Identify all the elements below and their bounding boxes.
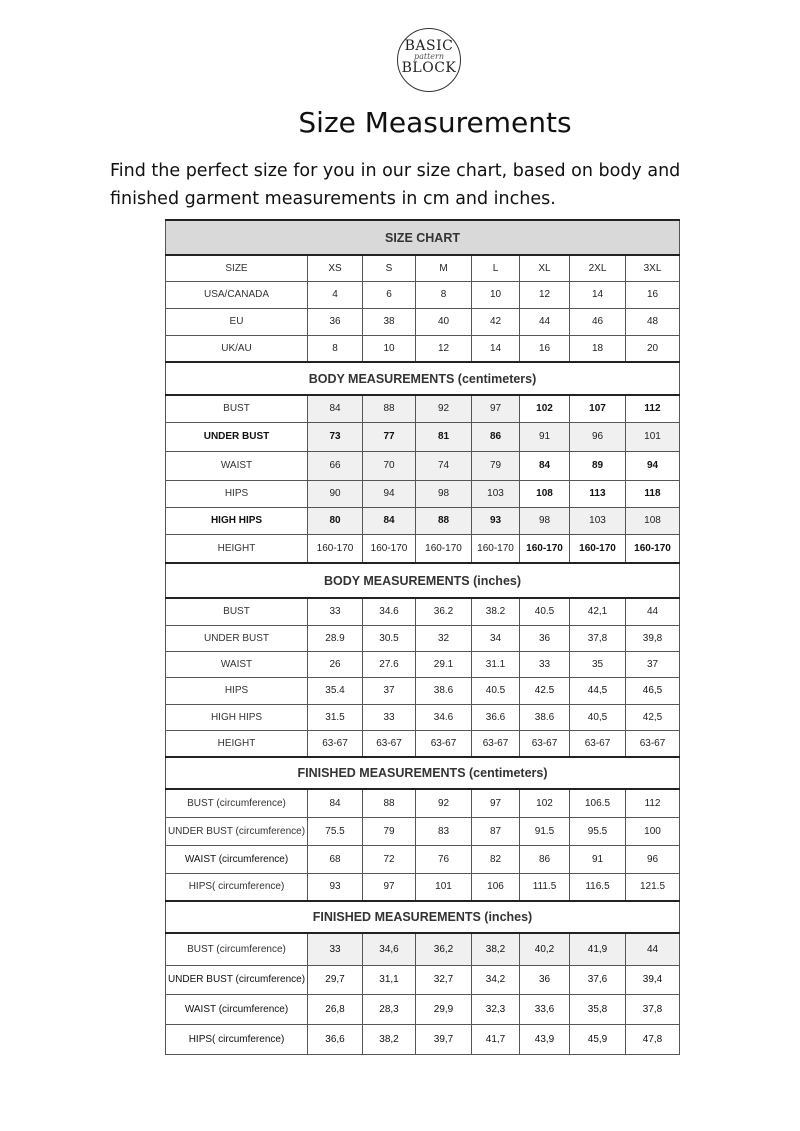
table-cell: 116.5 <box>570 873 626 901</box>
table-cell: 90 <box>308 480 363 507</box>
table-cell: 47,8 <box>626 1024 680 1054</box>
table-cell: 73 <box>308 422 363 451</box>
table-cell: 102 <box>520 395 570 422</box>
table-cell: 28.9 <box>308 625 363 651</box>
table-cell: 33,6 <box>520 994 570 1024</box>
table-cell: 63-67 <box>570 730 626 757</box>
row-label: WAIST <box>166 651 308 677</box>
row-label-main: WAIST <box>184 853 216 865</box>
table-cell: 66 <box>308 451 363 480</box>
table-row <box>166 730 680 757</box>
table-cell: 81 <box>416 422 472 451</box>
table-cell: 37,6 <box>570 965 626 994</box>
table-cell: 74 <box>416 451 472 480</box>
table-cell: 77 <box>363 422 416 451</box>
table-cell: 160-170 <box>520 534 570 563</box>
table-cell: 160-170 <box>308 534 363 563</box>
table-cell: 37,8 <box>626 994 680 1024</box>
table-row <box>166 994 680 1024</box>
table-cell: 63-67 <box>363 730 416 757</box>
table-cell: 36 <box>520 625 570 651</box>
table-cell: 88 <box>363 395 416 422</box>
row-label-main: BUST <box>187 943 214 955</box>
section-header-main: FINISHED <box>312 910 372 924</box>
row-label: HIGH HIPS <box>166 704 308 730</box>
table-cell: 63-67 <box>416 730 472 757</box>
table-cell: 18 <box>570 335 626 362</box>
table-cell: 33 <box>363 704 416 730</box>
table-cell: 44 <box>626 598 680 625</box>
table-cell: XS <box>308 255 363 281</box>
row-label: BUST <box>166 395 308 422</box>
table-cell: 30.5 <box>363 625 416 651</box>
table-cell: 40.5 <box>472 677 520 704</box>
section-header <box>166 757 680 789</box>
table-row <box>166 873 680 901</box>
table-cell: 35,8 <box>570 994 626 1024</box>
table-cell: 94 <box>626 451 680 480</box>
row-label: USA/CANADA <box>166 281 308 308</box>
table-cell: 36.2 <box>416 598 472 625</box>
row-label <box>166 994 308 1024</box>
table-cell: 83 <box>416 817 472 845</box>
table-row <box>166 845 680 873</box>
table-cell: 34,6 <box>363 933 416 965</box>
row-label: HIPS <box>166 480 308 507</box>
table-cell: 96 <box>570 422 626 451</box>
table-cell: 43,9 <box>520 1024 570 1054</box>
table-cell: 35 <box>570 651 626 677</box>
table-cell: 87 <box>472 817 520 845</box>
row-label: HEIGHT <box>166 534 308 563</box>
table-cell: 36.6 <box>472 704 520 730</box>
page-title: Size Measurements <box>298 106 572 139</box>
section-header-row <box>166 563 680 598</box>
row-label-qualifier: circumference) <box>215 1033 285 1045</box>
table-cell: 34,2 <box>472 965 520 994</box>
table-cell: 160-170 <box>472 534 520 563</box>
table-cell: 44 <box>626 933 680 965</box>
table-cell: 44,5 <box>570 677 626 704</box>
row-label <box>166 845 308 873</box>
section-header <box>166 362 680 395</box>
logo-line-3: BLOCK <box>401 60 457 76</box>
table-cell: 2XL <box>570 255 626 281</box>
table-cell: 26,8 <box>308 994 363 1024</box>
table-cell: 3XL <box>626 255 680 281</box>
table-cell: 63-67 <box>626 730 680 757</box>
section-header-row <box>166 362 680 395</box>
table-cell: 20 <box>626 335 680 362</box>
row-label: UK/AU <box>166 335 308 362</box>
table-cell: 106 <box>472 873 520 901</box>
row-label-qualifier: (circumference) <box>213 797 286 809</box>
section-header-row <box>166 220 680 255</box>
table-cell: 34.6 <box>363 598 416 625</box>
table-cell: 102 <box>520 789 570 817</box>
table-cell: 107 <box>570 395 626 422</box>
table-cell: 26 <box>308 651 363 677</box>
table-cell: 29,9 <box>416 994 472 1024</box>
table-row <box>166 789 680 817</box>
table-cell: 84 <box>363 507 416 534</box>
section-header-main: BODY MEASUREMENTS <box>308 371 455 386</box>
section-header-qualifier: (centimeters) <box>454 371 537 386</box>
row-label-qualifier: (circumference) <box>213 943 286 955</box>
section-header-qualifier: MEASUREMENTS (inches) <box>371 910 533 924</box>
table-cell: 46,5 <box>626 677 680 704</box>
table-cell: 31.1 <box>472 651 520 677</box>
row-label-main: UNDER BUST <box>167 825 233 837</box>
table-cell: 8 <box>416 281 472 308</box>
row-label: BUST <box>166 598 308 625</box>
table-row <box>166 704 680 730</box>
table-cell: 37,8 <box>570 625 626 651</box>
table-cell: 33 <box>520 651 570 677</box>
table-cell: 33 <box>308 598 363 625</box>
table-cell: 38 <box>363 308 416 335</box>
table-cell: 29,7 <box>308 965 363 994</box>
table-cell: 101 <box>416 873 472 901</box>
table-cell: 38,2 <box>472 933 520 965</box>
table-cell: XL <box>520 255 570 281</box>
table-cell: 40.5 <box>520 598 570 625</box>
table-cell: 39,4 <box>626 965 680 994</box>
table-cell: 91.5 <box>520 817 570 845</box>
table-cell: 28,3 <box>363 994 416 1024</box>
table-cell: 42,1 <box>570 598 626 625</box>
table-cell: 32,3 <box>472 994 520 1024</box>
table-cell: 29.1 <box>416 651 472 677</box>
table-cell: 106.5 <box>570 789 626 817</box>
table-cell: 41,7 <box>472 1024 520 1054</box>
logo-line-1: BASIC <box>404 38 454 54</box>
table-cell: 96 <box>626 845 680 873</box>
table-cell: 111.5 <box>520 873 570 901</box>
section-header-qualifier: (centimeters) <box>465 766 548 780</box>
table-row <box>166 598 680 625</box>
table-cell: 89 <box>570 451 626 480</box>
table-cell: 93 <box>308 873 363 901</box>
table-cell: 42,5 <box>626 704 680 730</box>
table-cell: 108 <box>626 507 680 534</box>
row-label-qualifier: (circumference) <box>215 1003 289 1015</box>
table-cell: 63-67 <box>308 730 363 757</box>
table-row <box>166 965 680 994</box>
table-row <box>166 451 680 480</box>
table-cell: M <box>416 255 472 281</box>
section-header <box>166 563 680 598</box>
row-label: HIPS <box>166 677 308 704</box>
table-cell: 12 <box>416 335 472 362</box>
section-header-main: FINISHED MEASUREMENTS <box>297 766 466 780</box>
row-label <box>166 933 308 965</box>
table-row <box>166 817 680 845</box>
table-cell: 103 <box>570 507 626 534</box>
row-label: EU <box>166 308 308 335</box>
table-row <box>166 395 680 422</box>
table-cell: 31.5 <box>308 704 363 730</box>
size-chart-table <box>165 219 680 1055</box>
table-row <box>166 281 680 308</box>
table-cell: 68 <box>308 845 363 873</box>
section-header-qualifier: (inches) <box>469 573 522 588</box>
table-cell: 160-170 <box>363 534 416 563</box>
row-label-qualifier: (circumference) <box>232 825 306 837</box>
row-label-main: HIPS( <box>188 881 216 893</box>
table-cell: 33 <box>308 933 363 965</box>
row-label-qualifier: circumference) <box>215 881 285 893</box>
table-cell: 82 <box>472 845 520 873</box>
table-cell: 103 <box>472 480 520 507</box>
table-cell: 100 <box>626 817 680 845</box>
logo-line-2: pattern <box>413 52 445 61</box>
table-cell: S <box>363 255 416 281</box>
table-cell: 10 <box>363 335 416 362</box>
table-cell: 42 <box>472 308 520 335</box>
table-cell: 84 <box>308 395 363 422</box>
row-label: HIGH HIPS <box>166 507 308 534</box>
table-cell: 79 <box>472 451 520 480</box>
table-cell: 4 <box>308 281 363 308</box>
table-cell: 91 <box>570 845 626 873</box>
table-cell: 80 <box>308 507 363 534</box>
intro-text: Find the perfect size for you in our size chart, based on body and finished garment measurements in cm and inches. <box>110 161 681 209</box>
table-cell: 97 <box>472 395 520 422</box>
table-row <box>166 255 680 281</box>
table-cell: 48 <box>626 308 680 335</box>
section-header-row <box>166 901 680 933</box>
table-row <box>166 534 680 563</box>
table-cell: 45,9 <box>570 1024 626 1054</box>
table-cell: 118 <box>626 480 680 507</box>
table-cell: 86 <box>520 845 570 873</box>
table-cell: 91 <box>520 422 570 451</box>
table-row <box>166 651 680 677</box>
table-row <box>166 507 680 534</box>
table-row <box>166 677 680 704</box>
table-cell: 40,2 <box>520 933 570 965</box>
row-label-main: UNDER BUST <box>167 974 233 985</box>
row-label <box>166 1024 308 1054</box>
table-cell: 92 <box>416 789 472 817</box>
table-cell: 112 <box>626 395 680 422</box>
table-cell: 36 <box>520 965 570 994</box>
row-label <box>166 817 308 845</box>
table-cell: 40,5 <box>570 704 626 730</box>
table-cell: 40 <box>416 308 472 335</box>
table-row <box>166 335 680 362</box>
table-cell: L <box>472 255 520 281</box>
table-cell: 36,6 <box>308 1024 363 1054</box>
table-cell: 32,7 <box>416 965 472 994</box>
table-cell: 84 <box>308 789 363 817</box>
table-cell: 42.5 <box>520 677 570 704</box>
section-header: SIZE CHART <box>166 220 680 255</box>
section-header-main: BODY MEASUREMENTS <box>323 573 470 588</box>
table-cell: 108 <box>520 480 570 507</box>
row-label <box>166 965 308 994</box>
table-cell: 46 <box>570 308 626 335</box>
table-cell: 93 <box>472 507 520 534</box>
table-cell: 97 <box>363 873 416 901</box>
table-cell: 44 <box>520 308 570 335</box>
table-cell: 98 <box>520 507 570 534</box>
table-cell: 76 <box>416 845 472 873</box>
table-cell: 86 <box>472 422 520 451</box>
table-cell: 35.4 <box>308 677 363 704</box>
table-cell: 101 <box>626 422 680 451</box>
table-cell: 160-170 <box>626 534 680 563</box>
table-cell: 16 <box>520 335 570 362</box>
brand-logo <box>397 28 461 92</box>
table-cell: 97 <box>472 789 520 817</box>
table-cell: 36,2 <box>416 933 472 965</box>
table-cell: 160-170 <box>416 534 472 563</box>
table-cell: 63-67 <box>520 730 570 757</box>
table-cell: 72 <box>363 845 416 873</box>
table-cell: 32 <box>416 625 472 651</box>
row-label-main: WAIST <box>184 1003 216 1015</box>
table-cell: 34.6 <box>416 704 472 730</box>
row-label-qualifier: (circumference) <box>232 974 306 985</box>
row-label: UNDER BUST <box>166 422 308 451</box>
section-header <box>166 901 680 933</box>
table-cell: 70 <box>363 451 416 480</box>
table-cell: 121.5 <box>626 873 680 901</box>
table-cell: 12 <box>520 281 570 308</box>
table-cell: 41,9 <box>570 933 626 965</box>
table-cell: 8 <box>308 335 363 362</box>
row-label: HEIGHT <box>166 730 308 757</box>
table-cell: 39,7 <box>416 1024 472 1054</box>
row-label: SIZE <box>166 255 308 281</box>
table-row <box>166 1024 680 1054</box>
table-cell: 14 <box>472 335 520 362</box>
table-cell: 94 <box>363 480 416 507</box>
section-header-row <box>166 757 680 789</box>
table-cell: 112 <box>626 789 680 817</box>
table-cell: 92 <box>416 395 472 422</box>
table-cell: 14 <box>570 281 626 308</box>
table-cell: 88 <box>363 789 416 817</box>
table-cell: 38.2 <box>472 598 520 625</box>
row-label: WAIST <box>166 451 308 480</box>
table-cell: 38,2 <box>363 1024 416 1054</box>
row-label <box>166 873 308 901</box>
table-cell: 84 <box>520 451 570 480</box>
table-cell: 10 <box>472 281 520 308</box>
table-cell: 38.6 <box>416 677 472 704</box>
row-label-main: HIPS( <box>188 1033 216 1045</box>
table-row <box>166 422 680 451</box>
row-label-main: BUST <box>187 797 214 809</box>
table-cell: 36 <box>308 308 363 335</box>
table-row <box>166 308 680 335</box>
row-label <box>166 789 308 817</box>
table-row <box>166 480 680 507</box>
table-cell: 38.6 <box>520 704 570 730</box>
row-label-qualifier: (circumference) <box>215 853 289 865</box>
table-cell: 75.5 <box>308 817 363 845</box>
table-cell: 39,8 <box>626 625 680 651</box>
table-cell: 160-170 <box>570 534 626 563</box>
table-cell: 88 <box>416 507 472 534</box>
table-cell: 27.6 <box>363 651 416 677</box>
table-row <box>166 625 680 651</box>
table-cell: 95.5 <box>570 817 626 845</box>
table-row <box>166 933 680 965</box>
table-cell: 113 <box>570 480 626 507</box>
table-cell: 79 <box>363 817 416 845</box>
table-cell: 98 <box>416 480 472 507</box>
table-cell: 37 <box>363 677 416 704</box>
row-label: UNDER BUST <box>166 625 308 651</box>
table-cell: 16 <box>626 281 680 308</box>
table-cell: 34 <box>472 625 520 651</box>
table-cell: 63-67 <box>472 730 520 757</box>
table-cell: 31,1 <box>363 965 416 994</box>
table-cell: 37 <box>626 651 680 677</box>
table-cell: 6 <box>363 281 416 308</box>
